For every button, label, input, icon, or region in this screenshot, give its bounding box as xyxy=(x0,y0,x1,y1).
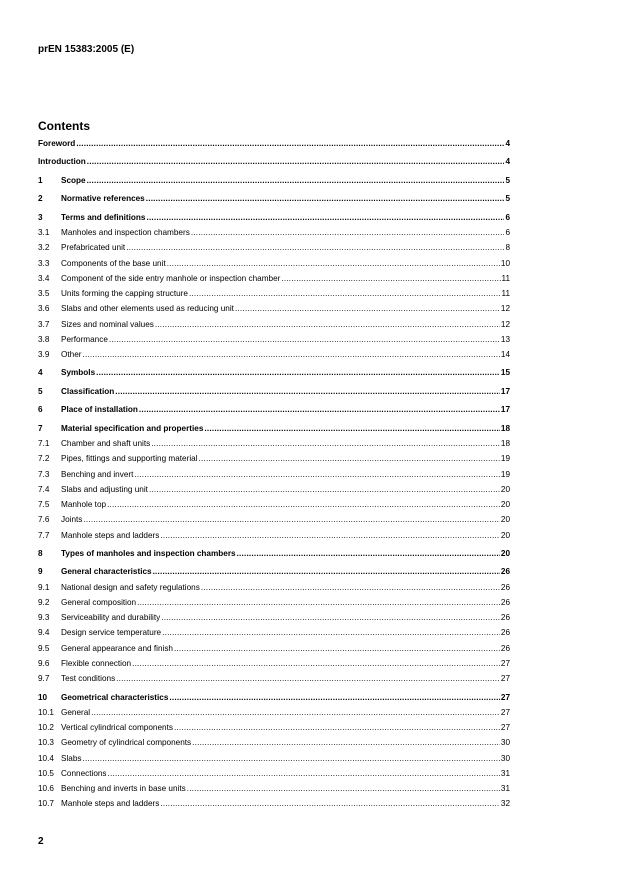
toc-entry-page: 12 xyxy=(500,319,510,329)
toc-entry[interactable] xyxy=(38,289,510,304)
toc-entry[interactable] xyxy=(38,259,510,274)
toc-entry[interactable] xyxy=(38,320,510,335)
toc-entry[interactable] xyxy=(38,549,510,564)
toc-entry[interactable] xyxy=(38,769,510,784)
toc-dot-leader xyxy=(174,723,500,733)
toc-dot-leader xyxy=(76,139,504,149)
toc-entry[interactable] xyxy=(38,754,510,769)
toc-entry-title: Slabs and adjusting unit xyxy=(61,484,148,494)
toc-entry-page: 26 xyxy=(500,643,510,653)
toc-dot-leader xyxy=(160,531,500,541)
toc-entry[interactable] xyxy=(38,176,510,191)
toc-entry-page: 19 xyxy=(500,454,510,464)
toc-entry-page: 13 xyxy=(500,334,510,344)
toc-entry-title: Material specification and properties xyxy=(61,423,204,433)
toc-entry[interactable] xyxy=(38,304,510,319)
toc-entry-title: Scope xyxy=(61,175,86,185)
toc-entry-number: 10.6 xyxy=(38,784,54,794)
toc-entry[interactable] xyxy=(38,598,510,613)
toc-dot-leader xyxy=(91,708,500,718)
toc-dot-leader xyxy=(174,644,500,654)
toc-entry-number: 3.9 xyxy=(38,350,50,359)
toc-entry[interactable] xyxy=(38,723,510,738)
toc-entry-page: 27 xyxy=(500,674,510,684)
toc-entry-page: 18 xyxy=(500,423,510,433)
toc-dot-leader xyxy=(160,799,500,809)
toc-entry-title: General xyxy=(61,707,91,717)
toc-entry-number: 7 xyxy=(38,423,43,433)
toc-dot-leader xyxy=(149,485,500,495)
toc-entry-number: 7.6 xyxy=(38,515,50,525)
toc-entry-title: National design and safety regulations xyxy=(61,582,200,592)
toc-entry[interactable] xyxy=(38,439,510,454)
toc-entry-title: Pipes, fittings and supporting material xyxy=(61,454,198,464)
toc-dot-leader xyxy=(235,304,500,314)
toc-dot-leader xyxy=(126,243,504,253)
toc-entry-page: 5 xyxy=(505,194,510,204)
page-number: 2 xyxy=(38,836,44,847)
toc-entry-title: Manhole steps and ladders xyxy=(61,799,160,809)
toc-entry[interactable] xyxy=(38,613,510,628)
toc-entry[interactable] xyxy=(38,531,510,546)
toc-entry[interactable] xyxy=(38,243,510,258)
toc-entry[interactable] xyxy=(38,424,510,439)
toc-entry-title: Normative references xyxy=(61,194,145,204)
toc-entry-number: 10.5 xyxy=(38,768,54,778)
toc-entry-page: 26 xyxy=(500,567,510,577)
toc-entry-title: Vertical cylindrical components xyxy=(61,723,173,733)
toc-entry-number: 3.2 xyxy=(38,243,50,253)
toc-dot-leader xyxy=(146,213,504,223)
toc-entry[interactable] xyxy=(38,470,510,485)
toc-entry-title: Design service temperature xyxy=(61,628,162,638)
toc-entry[interactable] xyxy=(38,583,510,598)
toc-entry-number: 9.6 xyxy=(38,658,50,668)
toc-entry[interactable] xyxy=(38,485,510,500)
toc-entry-page: 17 xyxy=(500,386,510,396)
toc-dot-leader xyxy=(139,405,500,415)
toc-entry-number: 7.4 xyxy=(38,484,50,494)
toc-entry-number: 10.3 xyxy=(38,738,54,748)
toc-entry[interactable] xyxy=(38,387,510,402)
toc-entry[interactable] xyxy=(38,708,510,723)
toc-entry[interactable] xyxy=(38,515,510,530)
toc-entry-title: Terms and definitions xyxy=(61,212,146,222)
toc-entry-page: 20 xyxy=(500,484,510,494)
toc-entry-page: 6 xyxy=(505,212,510,222)
toc-entry[interactable] xyxy=(38,454,510,469)
toc-entry-title: Geometry of cylindrical components xyxy=(61,738,192,748)
toc-entry-page: 8 xyxy=(505,243,510,253)
toc-entry[interactable] xyxy=(38,567,510,582)
toc-dot-leader xyxy=(191,228,505,238)
toc-entry-title: Benching and invert xyxy=(61,469,134,479)
toc-entry-title: Joints xyxy=(61,515,83,525)
toc-dot-leader xyxy=(137,598,500,608)
toc-entry-title: Components of the base unit xyxy=(61,258,166,268)
toc-entry-title: Component of the side entry manhole or inspection chamber xyxy=(61,273,281,283)
toc-entry-number: 6 xyxy=(38,405,43,415)
toc-entry-page: 20 xyxy=(500,515,510,525)
toc-dot-leader xyxy=(108,769,500,779)
toc-dot-leader xyxy=(153,567,500,577)
toc-entry[interactable] xyxy=(38,799,510,814)
toc-entry[interactable] xyxy=(38,157,510,172)
toc-entry[interactable] xyxy=(38,693,510,708)
toc-entry-number: 5 xyxy=(38,386,43,396)
toc-entry-title: Classification xyxy=(61,386,115,396)
toc-entry-title: Geometrical characteristics xyxy=(61,692,169,702)
toc-entry-page: 26 xyxy=(500,582,510,592)
toc-entry[interactable] xyxy=(38,274,510,289)
toc-entry-number: 3.7 xyxy=(38,319,50,329)
toc-dot-leader xyxy=(115,387,500,397)
toc-entry-page: 27 xyxy=(500,707,510,717)
toc-entry[interactable] xyxy=(38,405,510,420)
toc-entry-number: 9.2 xyxy=(38,597,50,607)
toc-entry-number: 10.2 xyxy=(38,723,54,733)
toc-entry-number: 3.6 xyxy=(38,304,50,314)
toc-entry-page: 27 xyxy=(500,658,510,668)
table-of-contents xyxy=(38,139,510,815)
toc-entry-page: 30 xyxy=(500,738,510,748)
toc-entry-number: 2 xyxy=(38,194,43,204)
toc-entry-page: 4 xyxy=(505,139,510,148)
toc-entry-number: 9.4 xyxy=(38,628,50,638)
toc-entry-number: 7.1 xyxy=(38,439,50,448)
toc-entry-number: 7.2 xyxy=(38,454,50,464)
toc-entry-page: 4 xyxy=(505,157,510,167)
toc-entry-page: 5 xyxy=(505,175,510,185)
toc-dot-leader xyxy=(96,368,500,378)
toc-entry-number: 1 xyxy=(38,175,43,185)
toc-entry[interactable] xyxy=(38,335,510,350)
toc-entry-number: 9.3 xyxy=(38,613,50,623)
toc-entry[interactable] xyxy=(38,368,510,383)
contents-heading: Contents xyxy=(38,119,90,133)
toc-entry-title: Introduction xyxy=(38,157,86,167)
toc-dot-leader xyxy=(187,784,500,794)
toc-entry-title: General characteristics xyxy=(61,567,152,577)
toc-entry[interactable] xyxy=(38,228,510,243)
toc-entry-title: Manhole top xyxy=(61,500,107,509)
toc-entry-page: 10 xyxy=(500,258,510,268)
toc-entry-number: 7.3 xyxy=(38,469,50,479)
toc-dot-leader xyxy=(116,674,500,684)
toc-entry-page: 12 xyxy=(500,304,510,314)
toc-entry-title: Place of installation xyxy=(61,405,138,415)
toc-entry-number: 9.5 xyxy=(38,643,50,653)
toc-entry-number: 10.7 xyxy=(38,799,54,809)
toc-entry-page: 11 xyxy=(501,273,510,283)
toc-dot-leader xyxy=(201,583,500,593)
toc-dot-leader xyxy=(82,350,499,360)
toc-entry-page: 20 xyxy=(500,500,510,509)
toc-entry-page: 27 xyxy=(500,723,510,733)
toc-dot-leader xyxy=(134,470,500,480)
toc-entry-number: 3.8 xyxy=(38,334,50,344)
toc-entry-page: 14 xyxy=(500,350,510,359)
toc-entry-page: 26 xyxy=(500,613,510,623)
toc-entry-page: 32 xyxy=(500,799,510,809)
toc-entry-number: 8 xyxy=(38,548,43,558)
toc-entry-number: 3.1 xyxy=(38,228,50,237)
toc-entry-title: Chamber and shaft units xyxy=(61,439,151,448)
toc-dot-leader xyxy=(146,194,505,204)
toc-dot-leader xyxy=(162,628,500,638)
toc-dot-leader xyxy=(189,289,501,299)
toc-entry-title: Manhole steps and ladders xyxy=(61,530,160,540)
toc-entry-title: Sizes and nominal values xyxy=(61,319,154,329)
toc-entry-title: Manholes and inspection chambers xyxy=(61,228,190,237)
toc-entry-page: 31 xyxy=(500,784,510,794)
toc-entry-title: Serviceability and durability xyxy=(61,613,161,623)
toc-entry[interactable] xyxy=(38,194,510,209)
toc-entry[interactable] xyxy=(38,659,510,674)
toc-entry-page: 11 xyxy=(501,289,510,298)
toc-entry-title: Connections xyxy=(61,768,107,778)
toc-entry-page: 27 xyxy=(500,692,510,702)
toc-entry[interactable] xyxy=(38,738,510,753)
toc-entry-number: 9 xyxy=(38,567,43,577)
toc-entry-page: 26 xyxy=(500,597,510,607)
toc-entry-title: Prefabricated unit xyxy=(61,243,126,253)
toc-entry-number: 9.7 xyxy=(38,674,50,684)
toc-dot-leader xyxy=(87,157,505,167)
toc-entry-page: 17 xyxy=(500,405,510,415)
toc-entry[interactable] xyxy=(38,644,510,659)
toc-dot-leader xyxy=(151,439,500,449)
toc-entry-page: 20 xyxy=(500,530,510,540)
toc-entry-title: Slabs xyxy=(61,753,82,763)
toc-dot-leader xyxy=(281,274,500,284)
toc-dot-leader xyxy=(161,613,500,623)
toc-entry-title: General appearance and finish xyxy=(61,643,173,653)
toc-entry-page: 31 xyxy=(500,768,510,778)
toc-dot-leader xyxy=(107,500,500,510)
toc-entry-number: 10.4 xyxy=(38,753,54,763)
toc-entry-number: 3.3 xyxy=(38,258,50,268)
toc-dot-leader xyxy=(87,176,505,186)
toc-dot-leader xyxy=(155,320,500,330)
toc-entry-number: 10 xyxy=(38,692,48,702)
toc-entry-page: 20 xyxy=(500,548,510,558)
document-header: prEN 15383:2005 (E) xyxy=(38,44,135,55)
toc-entry-number: 7.5 xyxy=(38,500,50,509)
toc-dot-leader xyxy=(82,754,499,764)
toc-entry-page: 18 xyxy=(500,439,510,448)
toc-entry-number: 3.5 xyxy=(38,289,50,298)
toc-entry-title: Benching and inverts in base units xyxy=(61,784,186,794)
toc-dot-leader xyxy=(169,693,499,703)
toc-entry-title: Foreword xyxy=(38,139,76,148)
toc-entry-page: 19 xyxy=(500,469,510,479)
toc-entry-number: 3 xyxy=(38,212,43,222)
toc-dot-leader xyxy=(167,259,500,269)
toc-entry-number: 10.1 xyxy=(38,707,54,717)
toc-dot-leader xyxy=(204,424,499,434)
toc-entry-title: General composition xyxy=(61,597,137,607)
toc-dot-leader xyxy=(132,659,500,669)
toc-entry-page: 15 xyxy=(500,368,510,378)
toc-entry[interactable] xyxy=(38,628,510,643)
toc-entry[interactable] xyxy=(38,500,510,515)
toc-entry-page: 6 xyxy=(505,228,510,237)
toc-dot-leader xyxy=(199,454,500,464)
toc-entry-page: 26 xyxy=(500,628,510,638)
toc-entry-title: Symbols xyxy=(61,368,96,378)
toc-entry-title: Types of manholes and inspection chambers xyxy=(61,548,236,558)
toc-entry[interactable] xyxy=(38,784,510,799)
toc-entry-title: Other xyxy=(61,350,82,359)
toc-entry-number: 3.4 xyxy=(38,273,50,283)
toc-entry-title: Flexible connection xyxy=(61,658,132,668)
toc-entry-number: 9.1 xyxy=(38,582,50,592)
toc-entry-number: 7.7 xyxy=(38,530,50,540)
toc-dot-leader xyxy=(237,549,500,559)
toc-dot-leader xyxy=(192,738,500,748)
toc-entry-number: 4 xyxy=(38,368,43,378)
toc-entry[interactable] xyxy=(38,350,510,365)
toc-entry-title: Slabs and other elements used as reducing unit xyxy=(61,304,234,314)
toc-entry-page: 30 xyxy=(500,753,510,763)
toc-entry-title: Performance xyxy=(61,334,108,344)
toc-dot-leader xyxy=(83,515,500,525)
toc-dot-leader xyxy=(109,335,500,345)
toc-entry-title: Units forming the capping structure xyxy=(61,289,188,298)
toc-entry[interactable] xyxy=(38,674,510,689)
toc-entry-title: Test conditions xyxy=(61,674,116,684)
toc-entry[interactable] xyxy=(38,139,510,154)
toc-entry[interactable] xyxy=(38,213,510,228)
